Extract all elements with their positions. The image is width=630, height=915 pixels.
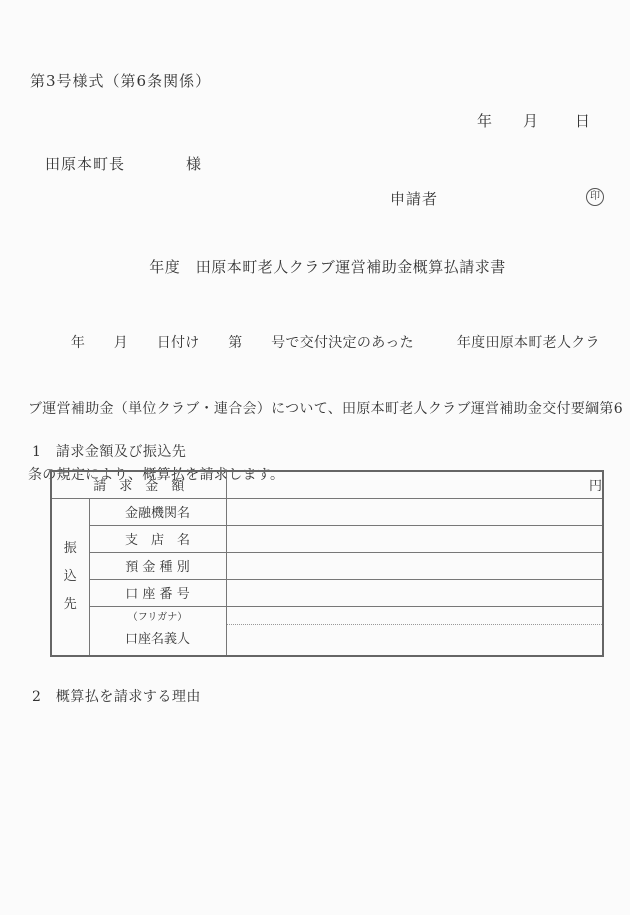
section-1-heading [32, 441, 186, 461]
furigana-field [227, 607, 603, 625]
transfer-destination-label [51, 498, 89, 656]
amount-unit-label: 円 [589, 479, 603, 495]
amount-label: 請 求 金 額 [51, 471, 226, 498]
branch-name-field [226, 525, 603, 552]
table-row-account-number [51, 579, 603, 606]
applicant-label: 申請者 [390, 190, 439, 208]
section-2-number: 2 [32, 689, 42, 705]
branch-name-label: 支 店 名 [89, 525, 226, 552]
section-1-title: 請求金額及び振込先 [55, 444, 187, 460]
bank-name-field [226, 498, 603, 525]
date-year-label: 年 [477, 112, 493, 130]
table-row-deposit-type [51, 552, 603, 579]
amount-value-cell [226, 471, 603, 498]
seal-icon: 印 [586, 188, 604, 206]
account-holder-field [226, 606, 603, 656]
body-line-1: 年 月 日付け 第 号で交付決定のあった 年度田原本町老人クラ [28, 335, 600, 351]
table-row-branch [51, 525, 603, 552]
furigana-label: （フリガナ） [127, 611, 188, 623]
recipient-name: 田原本町長 [45, 155, 126, 173]
document-title: 年度 田原本町老人クラブ運営補助金概算払請求書 [149, 258, 506, 276]
table-row-amount [51, 471, 603, 498]
deposit-type-label: 預 金 種 別 [89, 552, 226, 579]
date-day-label: 日 [575, 112, 591, 130]
body-line-2: ブ運営補助金（単位クラブ・連合会）について、田原本町老人クラブ運営補助金交付要綱第6 [28, 401, 623, 417]
account-number-label: 口 座 番 号 [89, 579, 226, 606]
section-2-heading [32, 686, 201, 706]
transfer-char-3: 先 [63, 596, 77, 612]
transfer-char-1: 振 [63, 540, 77, 556]
form-number: 第3号様式（第6条関係） [30, 72, 212, 90]
account-holder-name-field [227, 625, 603, 655]
account-holder-label: 口座名義人 [125, 631, 191, 647]
table-row-account-holder [51, 606, 603, 656]
section-2-title: 概算払を請求する理由 [55, 689, 201, 705]
date-month-label: 月 [523, 112, 539, 130]
account-holder-label-cell [89, 606, 226, 656]
honorific-label: 様 [186, 155, 202, 173]
payment-table [50, 470, 604, 657]
account-number-field [226, 579, 603, 606]
transfer-char-2: 込 [63, 568, 77, 584]
bank-name-label: 金融機関名 [89, 498, 226, 525]
table-row-bank [51, 498, 603, 525]
section-1-number: 1 [32, 444, 42, 460]
deposit-type-field [226, 552, 603, 579]
body-line-3: 条の規定により、概算払を請求します。 [28, 467, 285, 483]
